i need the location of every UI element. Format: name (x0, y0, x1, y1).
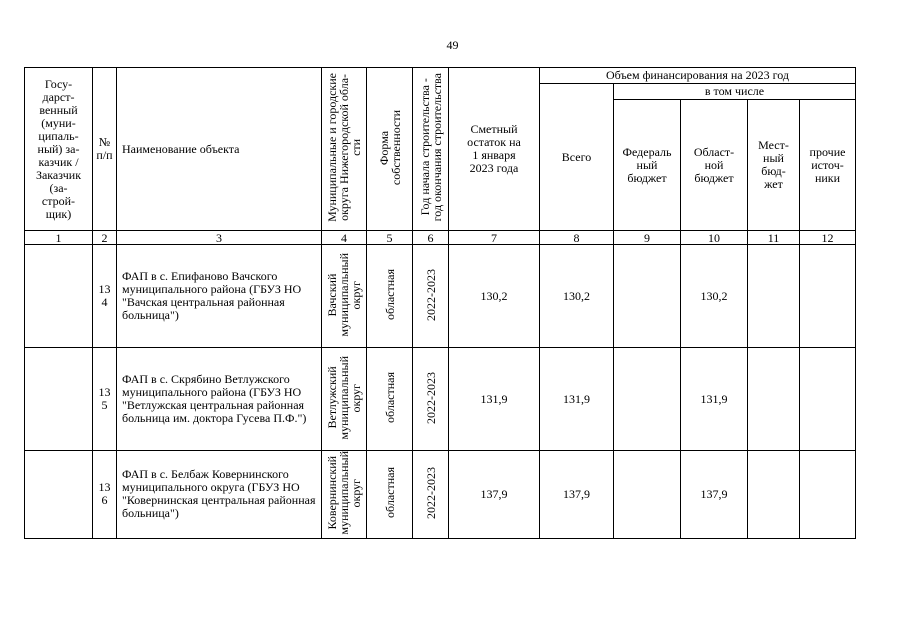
cell-regional: 137,9 (681, 451, 748, 539)
header-other: прочие источ- ники (800, 100, 856, 231)
cell-num: 13 5 (93, 348, 117, 451)
header-including: в том числе (614, 84, 856, 100)
cell-total: 130,2 (540, 245, 614, 348)
cell-ownership: областная (367, 451, 413, 539)
header-regional: Област- ной бюджет (681, 100, 748, 231)
header-balance: Сметный остаток на 1 января 2023 года (449, 68, 540, 231)
cell-num: 13 4 (93, 245, 117, 348)
cell-federal (614, 451, 681, 539)
cell-years: 2022-2023 (413, 451, 449, 539)
table-row (25, 245, 856, 348)
column-numbers-row (25, 231, 856, 245)
cell-local (748, 245, 800, 348)
header-name: Наименование объекта (117, 68, 322, 231)
header-federal: Федераль ный бюджет (614, 100, 681, 231)
cell-name: ФАП в с. Скрябино Ветлужского муниципального района (ГБУЗ НО "Ветлужская центральная районная больница им. доктора Гусева П.Ф.") (117, 348, 322, 451)
cell-customer (25, 348, 93, 451)
cell-district: Вачский муниципальный округ (322, 245, 367, 348)
column-number: 5 (367, 231, 413, 245)
cell-regional: 130,2 (681, 245, 748, 348)
cell-balance: 137,9 (449, 451, 540, 539)
column-number: 8 (540, 231, 614, 245)
page-number: 49 (446, 38, 459, 52)
cell-total: 137,9 (540, 451, 614, 539)
cell-ownership: областная (367, 245, 413, 348)
header-local: Мест- ный бюд- жет (748, 100, 800, 231)
cell-district: Ветлужский муниципальный округ (322, 348, 367, 451)
column-number: 7 (449, 231, 540, 245)
cell-balance: 130,2 (449, 245, 540, 348)
column-number: 12 (800, 231, 856, 245)
cell-customer (25, 451, 93, 539)
cell-federal (614, 245, 681, 348)
cell-years: 2022-2023 (413, 245, 449, 348)
cell-federal (614, 348, 681, 451)
header-ownership: Форма собственности (367, 68, 413, 231)
cell-local (748, 451, 800, 539)
column-number: 10 (681, 231, 748, 245)
cell-other (800, 451, 856, 539)
table-row (25, 348, 856, 451)
cell-balance: 131,9 (449, 348, 540, 451)
cell-num: 13 6 (93, 451, 117, 539)
table-row (25, 451, 856, 539)
cell-name: ФАП в с. Белбаж Ковернинского муниципального округа (ГБУЗ НО "Ковернинская центральная районная больница") (117, 451, 322, 539)
cell-name: ФАП в с. Епифаново Вачского муниципального района (ГБУЗ НО "Вачская центральная районная больница") (117, 245, 322, 348)
column-number: 11 (748, 231, 800, 245)
cell-district: Ковернинский муниципальный округ (322, 451, 367, 539)
header-total: Всего (540, 84, 614, 231)
header-funding: Объем финансирования на 2023 год (540, 68, 856, 84)
cell-customer (25, 245, 93, 348)
column-number: 1 (25, 231, 93, 245)
header-districts: Муниципальные и городские округа Нижегородской обла- сти (322, 68, 367, 231)
column-number: 2 (93, 231, 117, 245)
financing-table (24, 67, 856, 539)
column-number: 3 (117, 231, 322, 245)
cell-ownership: областная (367, 348, 413, 451)
cell-years: 2022-2023 (413, 348, 449, 451)
cell-other (800, 348, 856, 451)
column-number: 6 (413, 231, 449, 245)
header-num: № п/п (93, 68, 117, 231)
column-number: 9 (614, 231, 681, 245)
cell-regional: 131,9 (681, 348, 748, 451)
header-customer: Госу- дарст- венный (муни- ципаль- ный) за- казчик / Заказчик (за- строй- щик) (25, 68, 93, 231)
cell-other (800, 245, 856, 348)
header-years: Год начала строительства - год окончания строительства (413, 68, 449, 231)
column-number: 4 (322, 231, 367, 245)
cell-local (748, 348, 800, 451)
cell-total: 131,9 (540, 348, 614, 451)
